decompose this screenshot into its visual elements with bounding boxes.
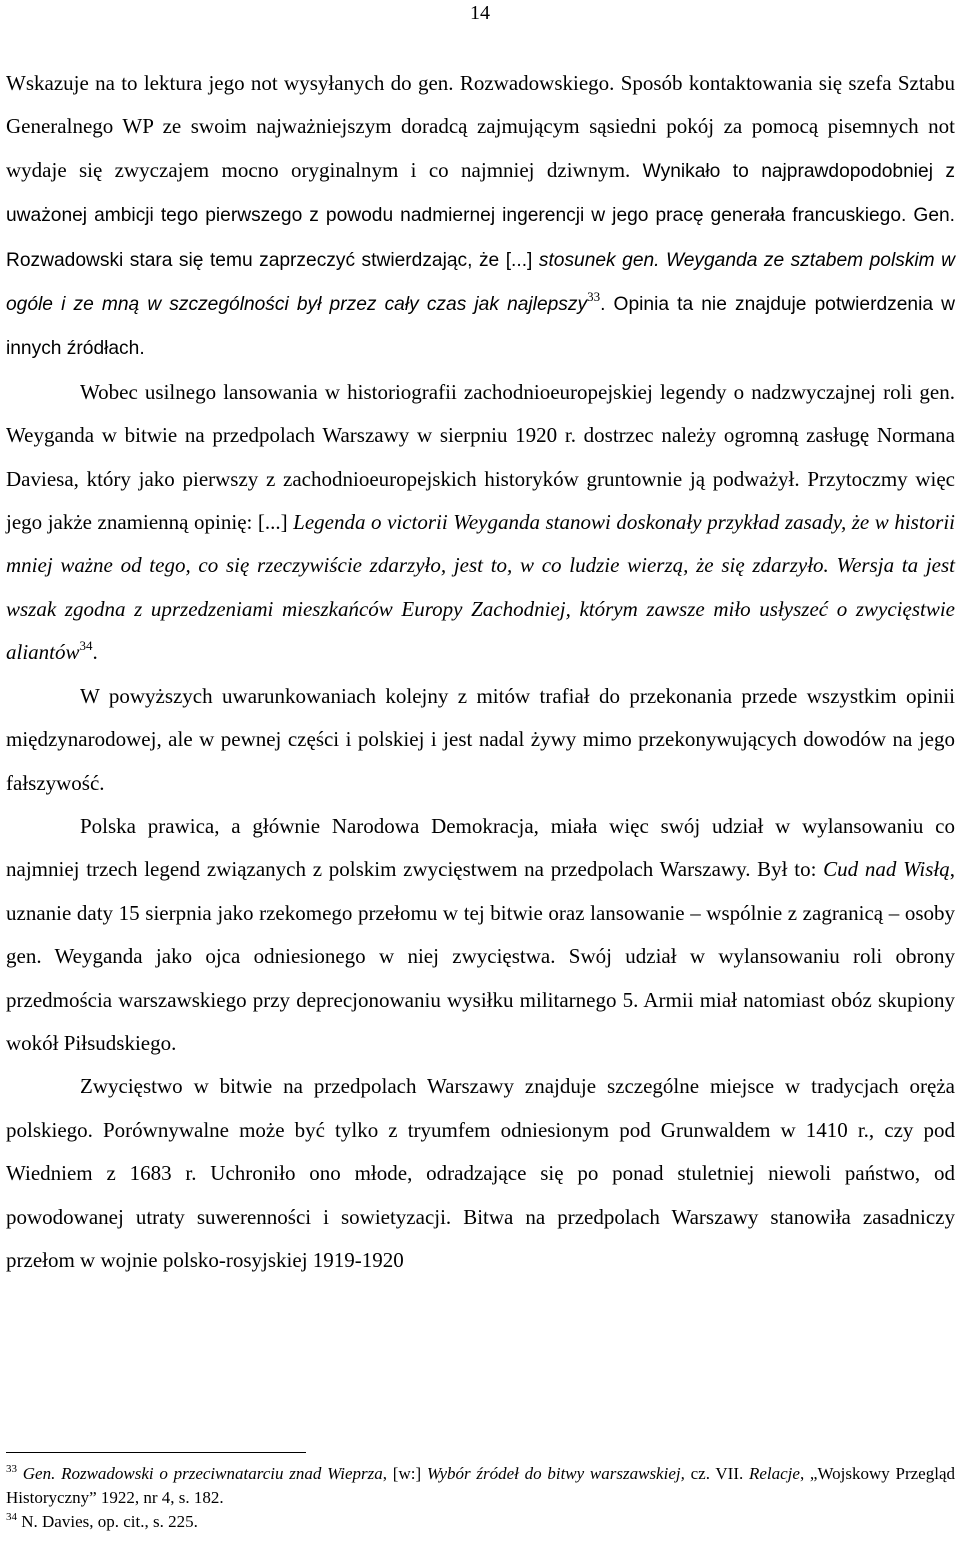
paragraph-3 xyxy=(6,675,955,805)
paragraph-1 xyxy=(6,62,955,371)
footnote-divider xyxy=(6,1452,306,1453)
davies-quote: Legenda o victorii Weyganda stanowi doskonały przykład zasady, że w historii mniej ważne od tego, co się rzeczywiście zdarzyło, jest to, w co ludzie wierzą, że się zdarzyło. Wersja ta jest wszak zgodna z uprzedzeniami mieszkańców Europy Zachodniej, którym zawsze miło usłyszeć o zwycięstwie aliantów xyxy=(6,510,956,665)
footnote-33-number: 33 xyxy=(6,1463,17,1475)
footnote-ref-33[interactable]: 33 xyxy=(587,289,601,305)
footnote-33-relacje: Relacje xyxy=(748,1464,800,1483)
paragraph-1-text-b: Wynikało to najprawdopodobniej z uważonej ambicji tego pierwszego z powodu nadmiernej ingerencji w jego pracę generała francuskiego. Gen. Rozwadowski stara się temu zaprzeczyć stwierdzając, że [...] xyxy=(6,160,955,271)
footnote-33-text-c: , „Wojskowy Przegląd Historyczny” 1922, nr 4, s. 182. xyxy=(6,1464,955,1507)
footnote-33-text-a: , [w:] xyxy=(382,1464,427,1483)
footnotes xyxy=(6,1462,955,1534)
footnote-33-source: Wybór źródeł do bitwy warszawskiej, xyxy=(426,1464,685,1483)
paragraph-1-text-a: Wskazuje na to lektura jego not wysyłanych do gen. Rozwadowskiego. Sposób kontaktowania się szefa Sztabu Generalnego WP ze swoim najważniejszym doradcą zajmującym sąsiedni pokój za pomocą pisemnych not wydaje się zwyczajem mocno oryginalnym i co najmniej dziwnym. xyxy=(6,71,955,182)
paragraph-5 xyxy=(6,1065,955,1282)
footnote-34 xyxy=(6,1510,955,1534)
paragraph-2-text-b: . xyxy=(92,640,98,665)
paragraph-4 xyxy=(6,805,955,1065)
paragraph-3-text: W powyższych uwarunkowaniach kolejny z mitów trafiał do przekonania przede wszystkim opinii międzynarodowej, ale w pewnej części i polskiej i jest nadal żywy mimo przekonywujących dowodów na jego fałszywość. xyxy=(6,683,955,795)
footnote-33-text-b: cz. VII. xyxy=(684,1464,749,1483)
paragraph-4-text-a: Polska prawica, a głównie Narodowa Demokracja, miała więc swój udział w wylansowaniu co najmniej trzech legend związanych z polskim zwycięstwem na przedpolach Warszawy. Był to: xyxy=(6,813,955,882)
footnote-34-text: N. Davies, op. cit., s. 225. xyxy=(17,1512,198,1531)
cud-nad-wisla: Cud nad Wisłą xyxy=(823,857,950,882)
main-text xyxy=(6,62,955,1282)
paragraph-2 xyxy=(6,371,955,675)
weygand-quote: stosunek gen. Weyganda ze sztabem polskim w ogóle i ze mną w szczególności był przez cały czas jak najlepszy xyxy=(6,249,956,316)
footnote-33 xyxy=(6,1462,955,1510)
page-number: 14 xyxy=(470,2,490,24)
paragraph-5-text: Zwycięstwo w bitwie na przedpolach Warszawy znajduje szczególne miejsce w tradycjach oręża polskiego. Porównywalne może być tylko z tryumfem odniesionym pod Grunwaldem w 1410 r., czy pod Wiedniem z 1683 r. Uchroniło ono młode, odradzające się po ponad stuletniej niewoli państwo, od powodowanej utraty suwerenności i sowietyzacji. Bitwa na przedpolach Warszawy stanowiła zasadniczy przełom w wojnie polsko-rosyjskiej 1919-1920 xyxy=(6,1074,955,1272)
footnote-ref-34[interactable]: 34 xyxy=(79,638,93,654)
footnote-34-number: 34 xyxy=(6,1511,17,1523)
footnote-33-title: Gen. Rozwadowski o przeciwnatarciu znad Wieprza xyxy=(22,1464,383,1483)
paragraph-1-text-c: . Opinia ta nie znajduje potwierdzenia w innych źródłach. xyxy=(6,294,955,360)
paragraph-4-text-b: , uznanie daty 15 sierpnia jako rzekomego przełomu w tej bitwie oraz lansowanie – wspólnie z zagranicą – osoby gen. Weyganda jako ojca odniesionego w niej zwycięstwa. Swój udział w wylansowaniu roli obrony przedmościa warszawskiego przy deprecjonowaniu wysiłku militarnego 5. Armii miał natomiast obóz skupiony wokół Piłsudskiego. xyxy=(6,857,955,1055)
paragraph-2-text-a: Wobec usilnego lansowania w historiografii zachodnioeuropejskiej legendy o nadzwyczajnej roli gen. Weyganda w bitwie na przedpolach Warszawy w sierpniu 1920 r. dostrzec należy ogromną zasługę Normana Daviesa, który jako pierwszy z zachodnioeuropejskich historyków gruntownie ją podważył. Przytoczmy więc jego jakże znamienną opinię: [...] xyxy=(6,379,955,535)
